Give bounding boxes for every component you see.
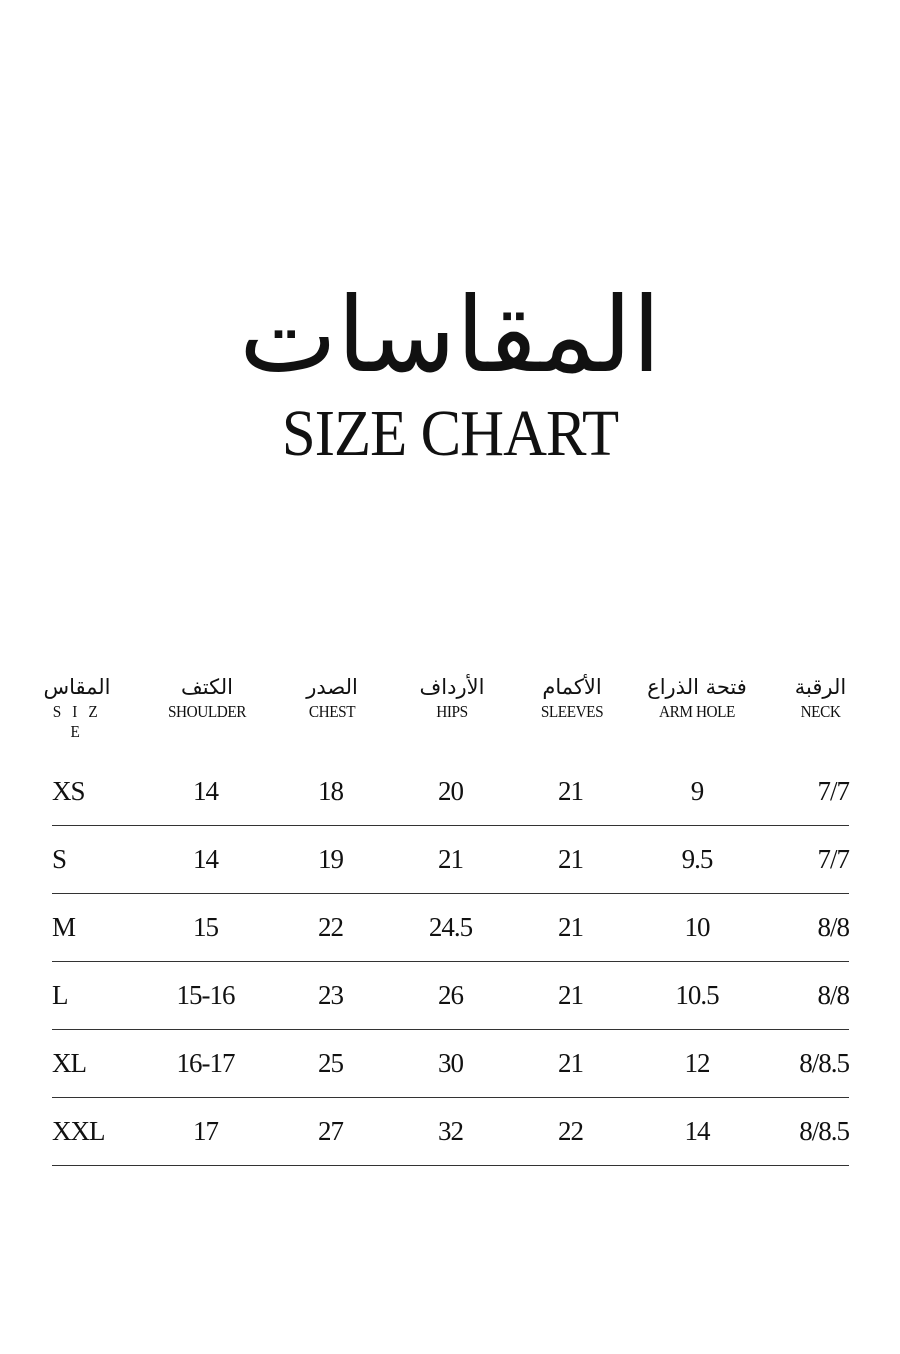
header-neck-en: NECK — [800, 702, 841, 721]
cell-hips: 24.5 — [428, 912, 473, 942]
table-body — [52, 758, 849, 1166]
cell-arm-hole: 10 — [684, 912, 710, 942]
table-row — [52, 962, 849, 1030]
table-row — [52, 1098, 849, 1166]
cell-chest: 22 — [318, 912, 343, 942]
header-arm-hole — [612, 672, 782, 738]
header-neck-ar: الرقبة — [794, 675, 847, 699]
title-arabic: المقاسات — [239, 274, 661, 396]
cell-size: XL — [52, 1048, 86, 1078]
cell-neck: 7/7 — [817, 776, 849, 806]
cell-size: L — [52, 980, 68, 1010]
cell-neck: 8/8.5 — [799, 1116, 849, 1146]
cell-sleeves: 21 — [558, 912, 583, 942]
cell-shoulder: 14 — [193, 844, 218, 874]
header-sleeves-ar: الأكمام — [542, 675, 602, 699]
header-hips-ar: الأرداف — [419, 675, 485, 699]
cell-arm-hole: 10.5 — [675, 980, 719, 1010]
cell-hips: 26 — [438, 980, 463, 1010]
header-arm-hole-en: ARM HOLE — [659, 702, 735, 721]
header-size-en: S I Z E — [52, 702, 102, 741]
header-shoulder — [122, 672, 292, 738]
cell-shoulder: 14 — [193, 776, 218, 806]
header-shoulder-en: SHOULDER — [167, 702, 246, 721]
cell-shoulder: 17 — [193, 1116, 218, 1146]
cell-sleeves: 21 — [558, 776, 583, 806]
header-arm-hole-ar: فتحة الذراع — [647, 675, 747, 699]
cell-hips: 20 — [438, 776, 463, 806]
table-row — [52, 894, 849, 962]
cell-neck: 8/8 — [817, 980, 849, 1010]
header-hips — [372, 672, 532, 738]
header-sleeves — [532, 672, 612, 738]
cell-shoulder: 15 — [193, 912, 218, 942]
cell-chest: 19 — [318, 844, 343, 874]
cell-hips: 32 — [438, 1116, 463, 1146]
header-neck — [782, 672, 859, 738]
cell-arm-hole: 12 — [684, 1048, 710, 1078]
cell-shoulder: 15-16 — [176, 980, 235, 1010]
cell-sleeves: 21 — [558, 844, 583, 874]
header-size — [42, 672, 112, 741]
cell-arm-hole: 14 — [684, 1116, 710, 1146]
cell-sleeves: 21 — [558, 980, 583, 1010]
cell-shoulder: 16-17 — [176, 1048, 235, 1078]
table-row — [52, 758, 849, 826]
cell-neck: 8/8 — [817, 912, 849, 942]
cell-sleeves: 22 — [558, 1116, 583, 1146]
header-chest-en: CHEST — [308, 702, 356, 721]
cell-chest: 27 — [318, 1116, 343, 1146]
cell-size: S — [52, 844, 67, 874]
cell-hips: 21 — [438, 844, 463, 874]
table-row — [52, 1030, 849, 1098]
cell-arm-hole: 9.5 — [681, 844, 713, 874]
cell-neck: 7/7 — [817, 844, 849, 874]
table-header-row — [43, 672, 849, 741]
cell-hips: 30 — [438, 1048, 463, 1078]
cell-size: M — [52, 912, 76, 942]
cell-size: XXL — [52, 1116, 105, 1146]
size-chart-table — [43, 672, 849, 1166]
cell-chest: 18 — [318, 776, 343, 806]
cell-chest: 23 — [318, 980, 343, 1010]
table-row — [52, 826, 849, 894]
cell-arm-hole: 9 — [690, 776, 704, 806]
cell-size: XS — [52, 776, 85, 806]
header-size-ar: المقاس — [43, 675, 111, 699]
header-chest — [292, 672, 372, 738]
title-english: SIZE CHART — [281, 397, 619, 470]
header-sleeves-en: SLEEVES — [540, 702, 604, 721]
cell-neck: 8/8.5 — [799, 1048, 849, 1078]
header-chest-ar: الصدر — [306, 675, 358, 699]
header-hips-en: HIPS — [436, 702, 468, 721]
cell-chest: 25 — [318, 1048, 343, 1078]
header-shoulder-ar: الكتف — [181, 675, 233, 699]
cell-sleeves: 21 — [558, 1048, 583, 1078]
